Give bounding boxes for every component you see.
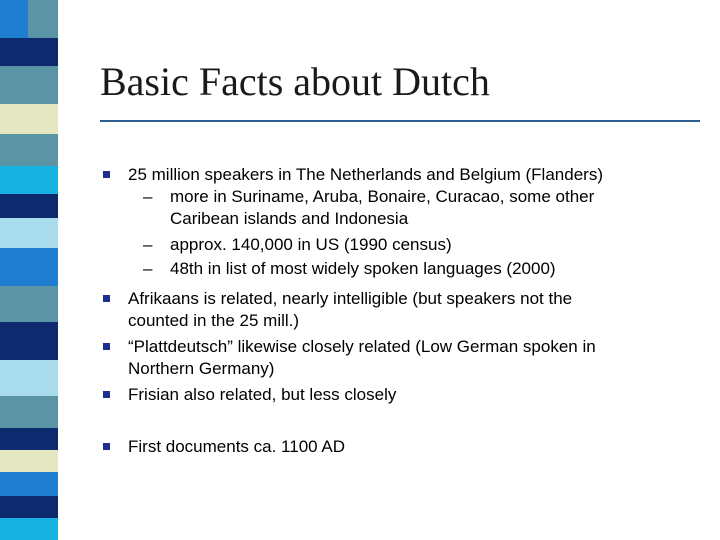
side-stripe (0, 360, 58, 396)
bullet-text: counted in the 25 mill.) (128, 311, 300, 330)
sub-bullet-text: approx. 140,000 in US (1990 census) (170, 235, 452, 254)
bullet-marker (103, 343, 110, 350)
sub-bullet-text: more in Suriname, Aruba, Bonaire, Curacao, some other (170, 187, 595, 206)
sub-bullet-text: Caribean islands and Indonesia (170, 209, 409, 228)
side-stripe (0, 286, 58, 322)
bullet-marker (103, 295, 110, 302)
side-stripe (0, 322, 58, 360)
side-stripe (0, 166, 58, 194)
slide-title: Basic Facts about Dutch (100, 59, 490, 104)
side-stripe (0, 38, 58, 66)
bullet-text: Afrikaans is related, nearly intelligible (but speakers not the (128, 289, 573, 308)
sub-bullet-dash: – (143, 187, 153, 206)
bullet-text: 25 million speakers in The Netherlands and Belgium (Flanders) (128, 165, 603, 184)
sub-bullet-text: 48th in list of most widely spoken languages (2000) (170, 259, 556, 278)
side-stripe (0, 134, 58, 166)
side-stripe (0, 396, 58, 428)
decorative-side-bar (0, 0, 58, 540)
bullet-marker (103, 443, 110, 450)
side-stripe (0, 248, 58, 286)
side-stripe (0, 450, 58, 472)
side-stripe (0, 518, 58, 540)
bullet-marker (103, 391, 110, 398)
side-stripe (28, 0, 58, 38)
bullet-text: Northern Germany) (128, 359, 275, 378)
title-underline (100, 120, 700, 122)
side-stripe (0, 66, 58, 104)
sub-bullet-dash: – (143, 235, 153, 254)
bullet-text: “Plattdeutsch” likewise closely related (Low German spoken in (128, 337, 596, 356)
side-stripe (0, 472, 58, 496)
side-stripe (0, 104, 58, 134)
side-stripe (0, 218, 58, 248)
bullet-marker (103, 171, 110, 178)
sub-bullet-dash: – (143, 259, 153, 278)
bullet-text: Frisian also related, but less closely (128, 385, 397, 404)
side-stripe (0, 496, 58, 518)
side-stripe (0, 428, 58, 450)
bullet-text: First documents ca. 1100 AD (128, 437, 346, 456)
side-stripe (0, 194, 58, 218)
